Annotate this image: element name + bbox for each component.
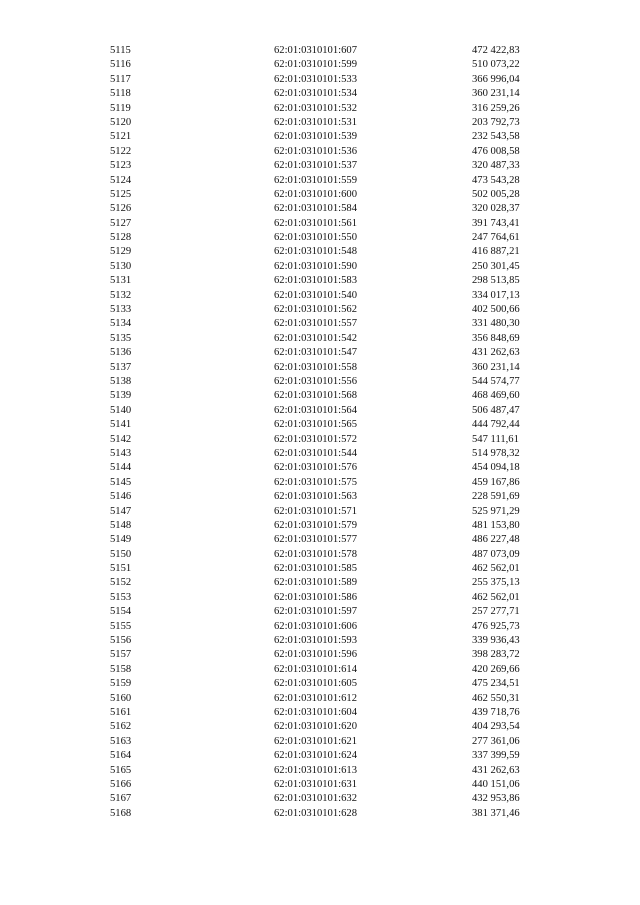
cadastral-number-cell: 62:01:0310101:621	[274, 735, 357, 747]
row-number-cell: 5118	[110, 88, 131, 100]
row-number-cell: 5152	[110, 577, 132, 589]
cadastral-value-cell: 398 283,72	[472, 649, 520, 661]
table-row	[0, 289, 640, 303]
cadastral-value-cell: 431 262,63	[472, 347, 520, 359]
table-row	[0, 188, 640, 202]
row-number-cell: 5158	[110, 663, 132, 675]
cadastral-value-cell: 320 487,33	[472, 160, 520, 172]
row-number-cell: 5139	[110, 390, 132, 402]
row-number-cell: 5167	[110, 793, 132, 805]
table-row	[0, 433, 640, 447]
cadastral-number-cell: 62:01:0310101:590	[274, 260, 357, 272]
row-number-cell: 5123	[110, 160, 132, 172]
cadastral-number-cell: 62:01:0310101:600	[274, 188, 357, 200]
cadastral-number-cell: 62:01:0310101:585	[274, 563, 357, 575]
table-row	[0, 807, 640, 821]
cadastral-number-cell: 62:01:0310101:583	[274, 275, 357, 287]
cadastral-value-cell: 432 953,86	[472, 793, 520, 805]
cadastral-number-cell: 62:01:0310101:586	[274, 591, 357, 603]
cadastral-value-cell: 487 073,09	[472, 548, 520, 560]
row-number-cell: 5138	[110, 375, 132, 387]
row-number-cell: 5140	[110, 404, 132, 416]
row-number-cell: 5156	[110, 635, 132, 647]
row-number-cell: 5116	[110, 59, 131, 71]
cadastral-number-cell: 62:01:0310101:596	[274, 649, 357, 661]
row-number-cell: 5120	[110, 116, 132, 128]
cadastral-number-cell: 62:01:0310101:614	[274, 663, 357, 675]
cadastral-number-cell: 62:01:0310101:620	[274, 721, 357, 733]
row-number-cell: 5160	[110, 692, 132, 704]
table-row	[0, 116, 640, 130]
row-number-cell: 5164	[110, 750, 132, 762]
table-row	[0, 519, 640, 533]
cadastral-value-cell: 454 094,18	[472, 462, 520, 474]
table-row	[0, 58, 640, 72]
table-row	[0, 591, 640, 605]
row-number-cell: 5115	[110, 45, 131, 56]
cadastral-number-cell: 62:01:0310101:576	[274, 462, 357, 474]
table-row	[0, 778, 640, 792]
table-row	[0, 706, 640, 720]
row-number-cell: 5154	[110, 606, 132, 618]
cadastral-number-cell: 62:01:0310101:533	[274, 73, 357, 85]
cadastral-value-cell: 440 151,06	[472, 778, 520, 790]
table-row	[0, 648, 640, 662]
cadastral-number-cell: 62:01:0310101:605	[274, 678, 357, 690]
table-row	[0, 461, 640, 475]
table-row	[0, 533, 640, 547]
row-number-cell: 5163	[110, 735, 132, 747]
cadastral-value-cell: 462 550,31	[472, 692, 520, 704]
table-row	[0, 87, 640, 101]
row-number-cell: 5128	[110, 232, 132, 244]
table-row	[0, 174, 640, 188]
cadastral-value-cell: 391 743,41	[472, 217, 520, 229]
cadastral-value-cell: 468 469,60	[472, 390, 520, 402]
table-row	[0, 245, 640, 259]
cadastral-value-cell: 525 971,29	[472, 505, 520, 517]
cadastral-number-cell: 62:01:0310101:607	[274, 45, 357, 56]
cadastral-value-table	[0, 44, 640, 821]
cadastral-value-cell: 481 153,80	[472, 519, 520, 531]
cadastral-number-cell: 62:01:0310101:534	[274, 88, 357, 100]
cadastral-number-cell: 62:01:0310101:593	[274, 635, 357, 647]
row-number-cell: 5168	[110, 807, 132, 819]
table-row	[0, 576, 640, 590]
cadastral-number-cell: 62:01:0310101:563	[274, 491, 357, 503]
row-number-cell: 5131	[110, 275, 132, 287]
cadastral-value-cell: 476 925,73	[472, 620, 520, 632]
row-number-cell: 5142	[110, 433, 132, 445]
cadastral-value-cell: 339 936,43	[472, 635, 520, 647]
cadastral-value-cell: 320 028,37	[472, 203, 520, 215]
table-row	[0, 418, 640, 432]
cadastral-number-cell: 62:01:0310101:537	[274, 160, 357, 172]
cadastral-value-cell: 462 562,01	[472, 563, 520, 575]
row-number-cell: 5124	[110, 174, 132, 186]
cadastral-value-cell: 462 562,01	[472, 591, 520, 603]
cadastral-value-cell: 232 543,58	[472, 131, 520, 143]
cadastral-value-cell: 203 792,73	[472, 116, 520, 128]
row-number-cell: 5162	[110, 721, 132, 733]
row-number-cell: 5130	[110, 260, 132, 272]
cadastral-value-cell: 247 764,61	[472, 232, 520, 244]
table-row	[0, 317, 640, 331]
cadastral-number-cell: 62:01:0310101:631	[274, 778, 357, 790]
cadastral-value-cell: 404 293,54	[472, 721, 520, 733]
row-number-cell: 5159	[110, 678, 132, 690]
cadastral-value-cell: 381 371,46	[472, 807, 520, 819]
cadastral-number-cell: 62:01:0310101:579	[274, 519, 357, 531]
table-row	[0, 217, 640, 231]
table-row	[0, 490, 640, 504]
table-row	[0, 634, 640, 648]
cadastral-value-cell: 439 718,76	[472, 706, 520, 718]
row-number-cell: 5133	[110, 304, 132, 316]
table-row	[0, 130, 640, 144]
cadastral-number-cell: 62:01:0310101:550	[274, 232, 357, 244]
cadastral-number-cell: 62:01:0310101:562	[274, 304, 357, 316]
cadastral-number-cell: 62:01:0310101:604	[274, 706, 357, 718]
row-number-cell: 5135	[110, 332, 132, 344]
row-number-cell: 5166	[110, 778, 132, 790]
table-row	[0, 202, 640, 216]
row-number-cell: 5153	[110, 591, 132, 603]
cadastral-number-cell: 62:01:0310101:577	[274, 534, 357, 546]
row-number-cell: 5134	[110, 318, 132, 330]
table-row	[0, 145, 640, 159]
row-number-cell: 5157	[110, 649, 132, 661]
table-row	[0, 375, 640, 389]
table-row	[0, 361, 640, 375]
cadastral-value-cell: 366 996,04	[472, 73, 520, 85]
cadastral-value-cell: 298 513,85	[472, 275, 520, 287]
cadastral-number-cell: 62:01:0310101:606	[274, 620, 357, 632]
table-row	[0, 476, 640, 490]
table-row	[0, 231, 640, 245]
cadastral-value-cell: 360 231,14	[472, 88, 520, 100]
row-number-cell: 5129	[110, 246, 132, 258]
cadastral-value-cell: 473 543,28	[472, 174, 520, 186]
table-row	[0, 260, 640, 274]
cadastral-number-cell: 62:01:0310101:565	[274, 419, 357, 431]
table-row	[0, 159, 640, 173]
table-row	[0, 562, 640, 576]
cadastral-number-cell: 62:01:0310101:532	[274, 102, 357, 114]
row-number-cell: 5137	[110, 361, 132, 373]
cadastral-number-cell: 62:01:0310101:584	[274, 203, 357, 215]
cadastral-number-cell: 62:01:0310101:575	[274, 476, 357, 488]
cadastral-number-cell: 62:01:0310101:536	[274, 145, 357, 157]
cadastral-number-cell: 62:01:0310101:628	[274, 807, 357, 819]
table-row	[0, 749, 640, 763]
table-row	[0, 505, 640, 519]
cadastral-value-cell: 476 008,58	[472, 145, 520, 157]
cadastral-value-cell: 331 480,30	[472, 318, 520, 330]
table-row	[0, 620, 640, 634]
cadastral-number-cell: 62:01:0310101:589	[274, 577, 357, 589]
cadastral-number-cell: 62:01:0310101:571	[274, 505, 357, 517]
row-number-cell: 5141	[110, 419, 132, 431]
cadastral-number-cell: 62:01:0310101:564	[274, 404, 357, 416]
table-row	[0, 404, 640, 418]
cadastral-number-cell: 62:01:0310101:540	[274, 289, 357, 301]
row-number-cell: 5117	[110, 73, 131, 85]
cadastral-value-cell: 356 848,69	[472, 332, 520, 344]
cadastral-number-cell: 62:01:0310101:578	[274, 548, 357, 560]
table-row	[0, 274, 640, 288]
cadastral-value-cell: 459 167,86	[472, 476, 520, 488]
cadastral-number-cell: 62:01:0310101:531	[274, 116, 357, 128]
row-number-cell: 5161	[110, 706, 132, 718]
row-number-cell: 5121	[110, 131, 132, 143]
cadastral-number-cell: 62:01:0310101:624	[274, 750, 357, 762]
cadastral-value-cell: 250 301,45	[472, 260, 520, 272]
cadastral-number-cell: 62:01:0310101:613	[274, 764, 357, 776]
row-number-cell: 5150	[110, 548, 132, 560]
row-number-cell: 5119	[110, 102, 131, 114]
cadastral-value-cell: 360 231,14	[472, 361, 520, 373]
table-row	[0, 735, 640, 749]
cadastral-value-cell: 228 591,69	[472, 491, 520, 503]
table-row	[0, 389, 640, 403]
cadastral-number-cell: 62:01:0310101:632	[274, 793, 357, 805]
cadastral-number-cell: 62:01:0310101:559	[274, 174, 357, 186]
row-number-cell: 5136	[110, 347, 132, 359]
row-number-cell: 5146	[110, 491, 132, 503]
row-number-cell: 5122	[110, 145, 132, 157]
cadastral-number-cell: 62:01:0310101:544	[274, 447, 357, 459]
table-row	[0, 720, 640, 734]
table-row	[0, 792, 640, 806]
row-number-cell: 5155	[110, 620, 132, 632]
row-number-cell: 5125	[110, 188, 132, 200]
table-row	[0, 44, 640, 58]
cadastral-value-cell: 431 262,63	[472, 764, 520, 776]
row-number-cell: 5147	[110, 505, 132, 517]
cadastral-number-cell: 62:01:0310101:597	[274, 606, 357, 618]
row-number-cell: 5151	[110, 563, 132, 575]
cadastral-number-cell: 62:01:0310101:561	[274, 217, 357, 229]
cadastral-value-cell: 486 227,48	[472, 534, 520, 546]
cadastral-value-cell: 316 259,26	[472, 102, 520, 114]
table-row	[0, 677, 640, 691]
cadastral-value-cell: 277 361,06	[472, 735, 520, 747]
cadastral-value-cell: 416 887,21	[472, 246, 520, 258]
row-number-cell: 5165	[110, 764, 132, 776]
cadastral-number-cell: 62:01:0310101:542	[274, 332, 357, 344]
cadastral-value-cell: 547 111,61	[472, 433, 519, 445]
cadastral-value-cell: 444 792,44	[472, 419, 520, 431]
cadastral-value-cell: 334 017,13	[472, 289, 520, 301]
row-number-cell: 5144	[110, 462, 132, 474]
table-row	[0, 332, 640, 346]
cadastral-number-cell: 62:01:0310101:557	[274, 318, 357, 330]
cadastral-value-cell: 502 005,28	[472, 188, 520, 200]
cadastral-value-cell: 472 422,83	[472, 45, 520, 56]
cadastral-value-cell: 337 399,59	[472, 750, 520, 762]
table-row	[0, 692, 640, 706]
cadastral-value-cell: 257 277,71	[472, 606, 520, 618]
row-number-cell: 5127	[110, 217, 132, 229]
row-number-cell: 5148	[110, 519, 132, 531]
row-number-cell: 5126	[110, 203, 132, 215]
table-row	[0, 73, 640, 87]
table-row	[0, 447, 640, 461]
table-row	[0, 346, 640, 360]
table-row	[0, 663, 640, 677]
cadastral-number-cell: 62:01:0310101:572	[274, 433, 357, 445]
cadastral-number-cell: 62:01:0310101:556	[274, 375, 357, 387]
cadastral-value-cell: 514 978,32	[472, 447, 520, 459]
cadastral-value-cell: 475 234,51	[472, 678, 520, 690]
row-number-cell: 5149	[110, 534, 132, 546]
cadastral-value-cell: 510 073,22	[472, 59, 520, 71]
cadastral-value-cell: 402 500,66	[472, 304, 520, 316]
row-number-cell: 5145	[110, 476, 132, 488]
table-row	[0, 548, 640, 562]
cadastral-number-cell: 62:01:0310101:599	[274, 59, 357, 71]
table-row	[0, 764, 640, 778]
cadastral-value-cell: 420 269,66	[472, 663, 520, 675]
cadastral-number-cell: 62:01:0310101:548	[274, 246, 357, 258]
cadastral-number-cell: 62:01:0310101:539	[274, 131, 357, 143]
cadastral-number-cell: 62:01:0310101:547	[274, 347, 357, 359]
cadastral-number-cell: 62:01:0310101:612	[274, 692, 357, 704]
row-number-cell: 5143	[110, 447, 132, 459]
cadastral-value-cell: 506 487,47	[472, 404, 520, 416]
cadastral-number-cell: 62:01:0310101:558	[274, 361, 357, 373]
row-number-cell: 5132	[110, 289, 132, 301]
table-row	[0, 303, 640, 317]
cadastral-number-cell: 62:01:0310101:568	[274, 390, 357, 402]
table-row	[0, 102, 640, 116]
cadastral-value-cell: 255 375,13	[472, 577, 520, 589]
cadastral-value-cell: 544 574,77	[472, 375, 520, 387]
table-row	[0, 605, 640, 619]
